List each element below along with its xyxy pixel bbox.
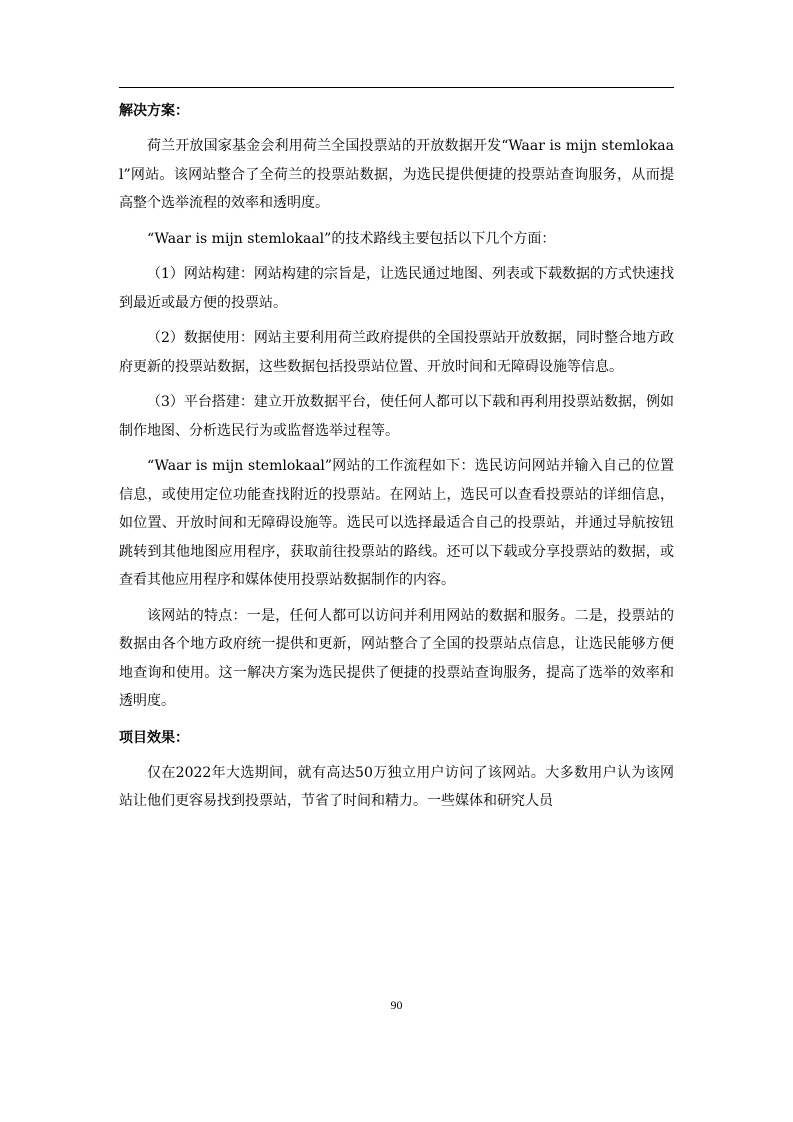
paragraph: （1）网站构建：网站构建的宗旨是，让选民通过地图、列表或下载数据的方式快速找到最近或最方便的投票站。: [119, 266, 674, 311]
paragraph: 该网站的特点：一是，任何人都可以访问并利用网站的数据和服务。二是，投票站的数据由各个地方政府统一提供和更新，网站整合了全国的投票站点信息，让选民能够方便地查询和使用。这一解决方案为选民提供了便捷的投票站查询服务，提高了选举的效率和透明度。: [119, 607, 674, 709]
header-rule: [119, 87, 674, 88]
paragraph: “Waar is mijn stemlokaal”的技术路线主要包括以下几个方面：: [147, 230, 556, 247]
page-body: [119, 96, 674, 823]
section-heading-effect: 项目效果：: [119, 729, 189, 746]
paragraph: （3）平台搭建：建立开放数据平台，使任何人都可以下载和再利用投票站数据，例如制作地图、分析选民行为或监督选举过程等。: [119, 394, 674, 439]
page-number: 90: [390, 998, 403, 1012]
section-heading-solution: 解决方案：: [119, 103, 189, 119]
paragraph: “Waar is mijn stemlokaal”网站的工作流程如下：选民访问网站并输入自己的位置信息，或使用定位功能查找附近的投票站。在网站上，选民可以查看投票站的详细信息，如位置、开放时间和无障碍设施等。选民可以选择最适合自己的投票站，并通过导航按钮跳转到其他地图应用程序，获取前往投票站的路线。还可以下载或分享投票站的数据，或查看其他应用程序和媒体使用投票站数据制作的内容。: [119, 458, 674, 588]
paragraph: （2）数据使用：网站主要利用荷兰政府提供的全国投票站开放数据，同时整合地方政府更新的投票站数据，这些数据包括投票站位置、开放时间和无障碍设施等信息。: [119, 330, 674, 375]
paragraph: 荷兰开放国家基金会利用荷兰全国投票站的开放数据开发“Waar is mijn stemlokaal”网站。该网站整合了全荷兰的投票站数据，为选民提供便捷的投票站查询服务，从而提高整个选举流程的效率和透明度。: [119, 138, 674, 211]
paragraph: 仅在2022年大选期间，就有高达50万独立用户访问了该网站。大多数用户认为该网站让他们更容易找到投票站，节省了时间和精力。一些媒体和研究人员: [119, 764, 674, 809]
